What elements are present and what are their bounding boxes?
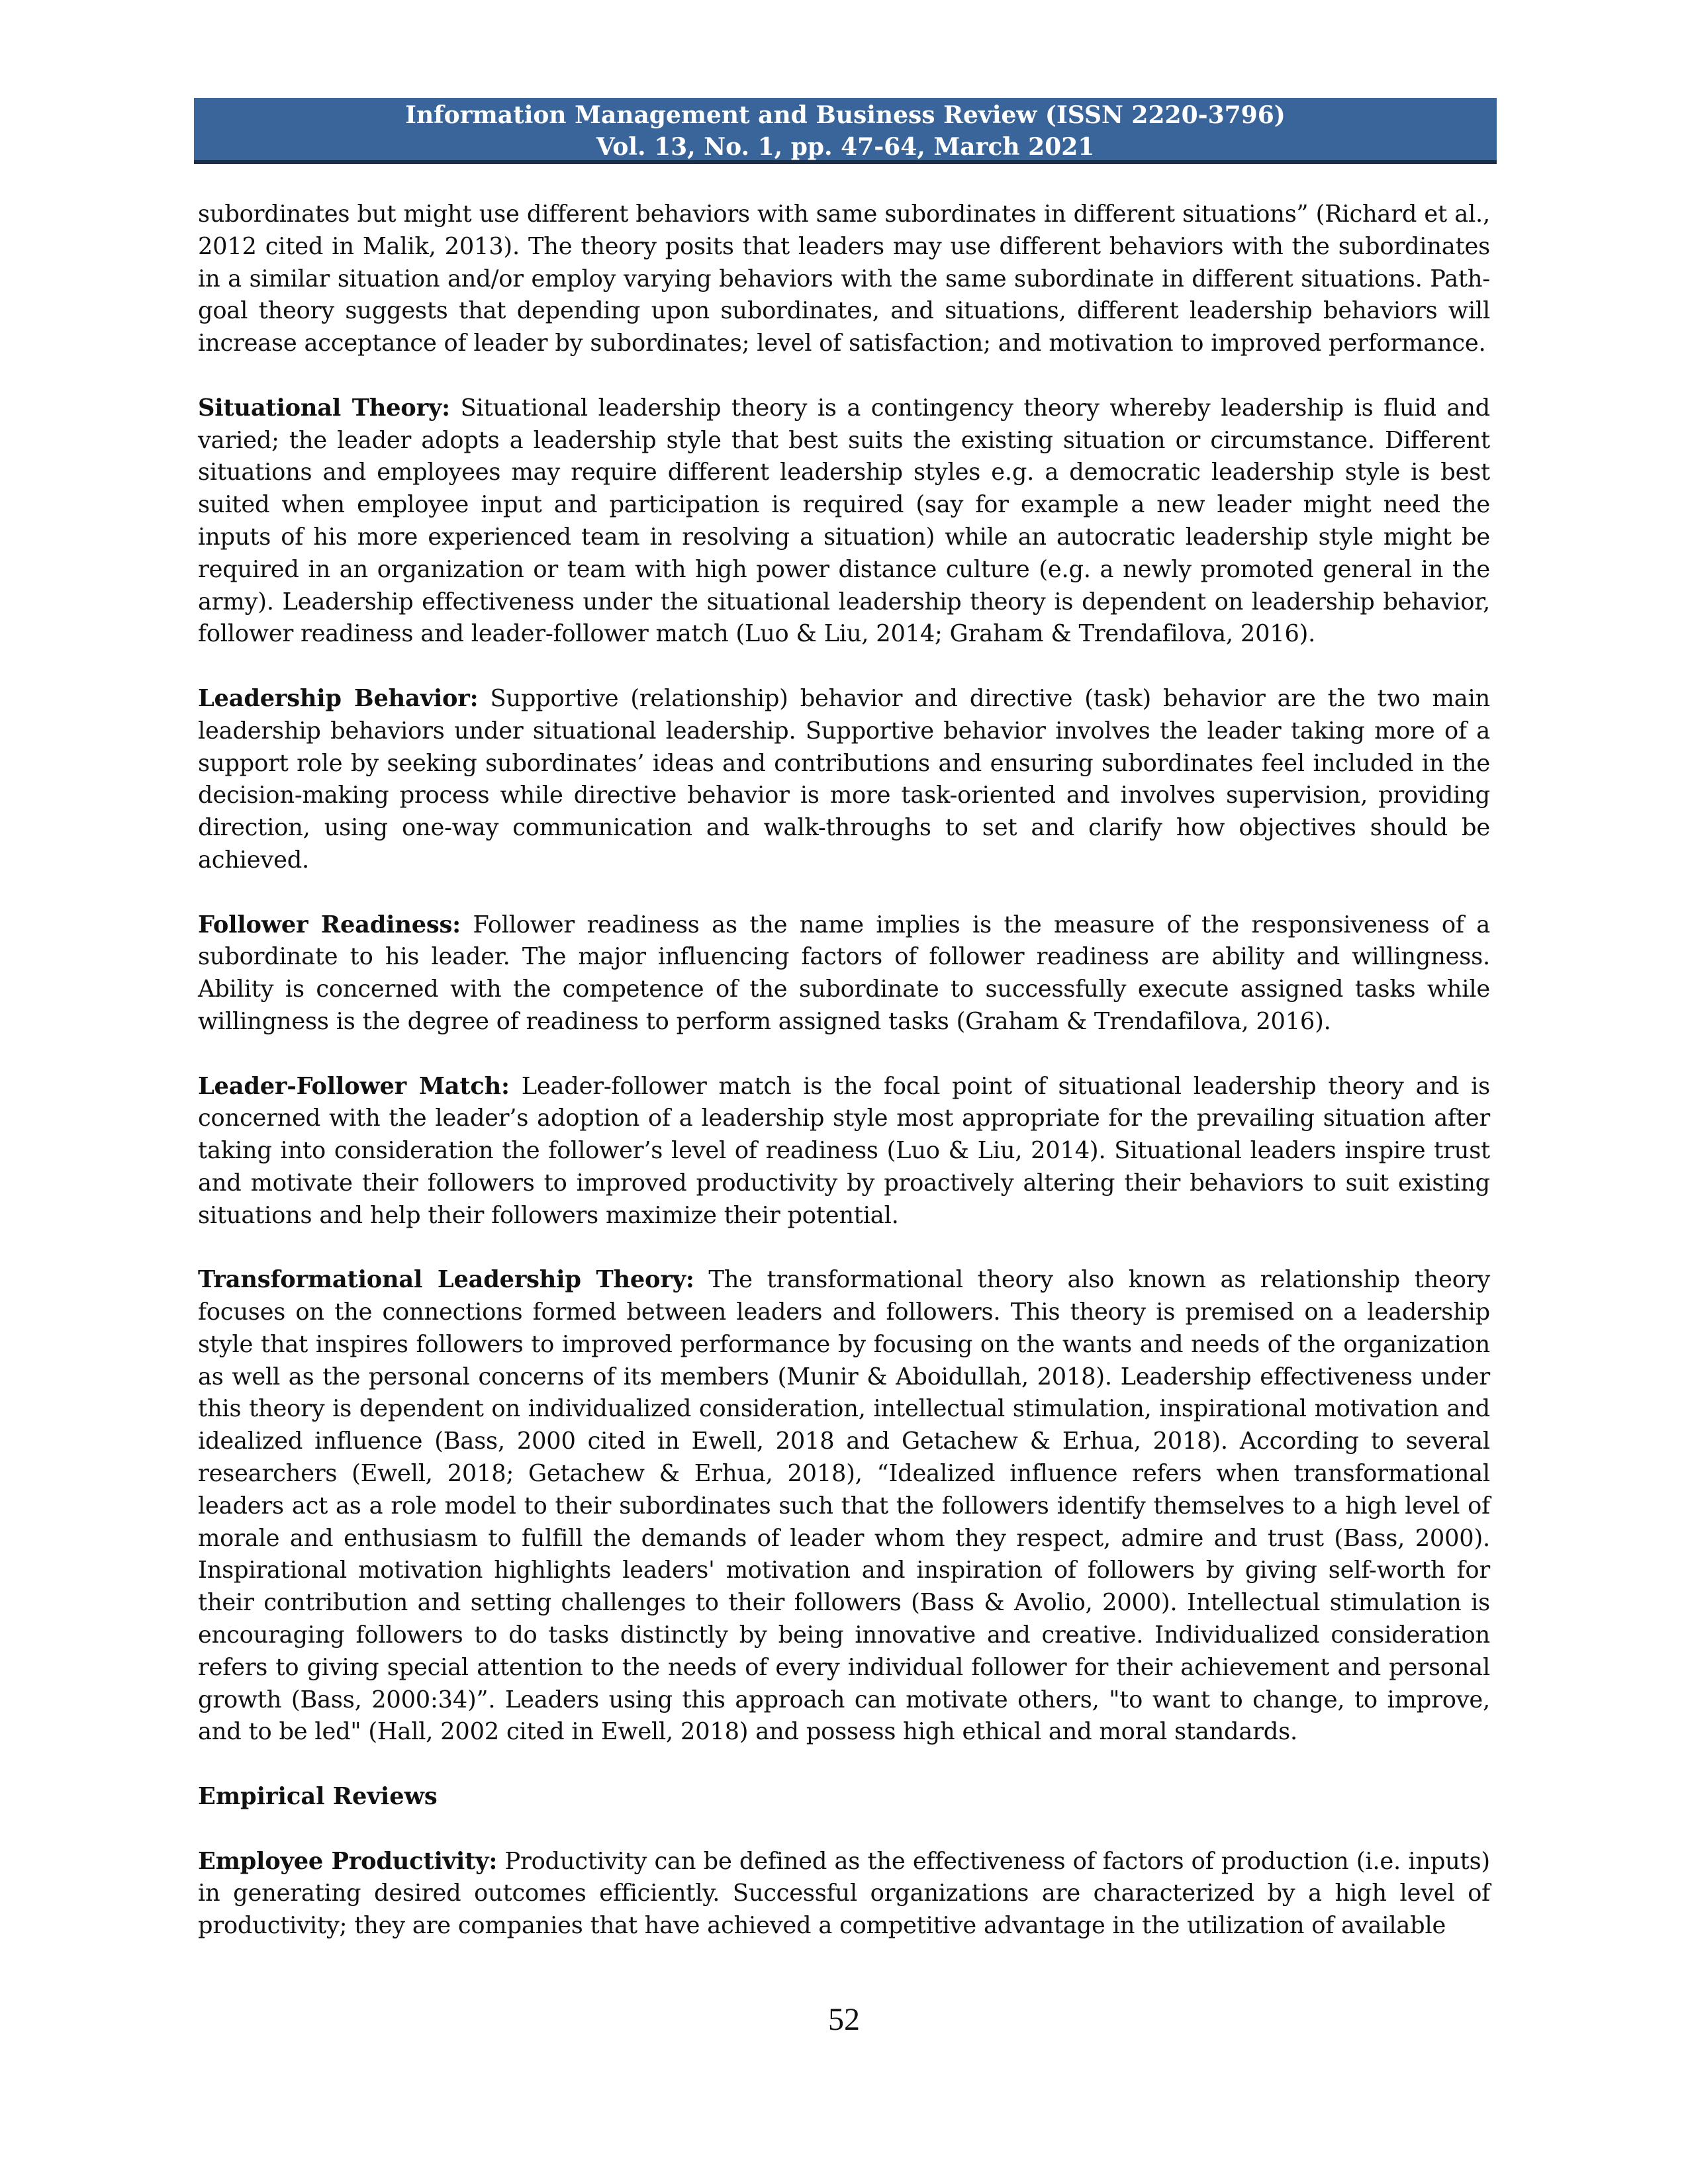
page-number: 52 — [828, 2002, 860, 2037]
paragraph-text: The transformational theory also known as relationship theory focuses on the connections formed between leaders and followers. This theory is premised on a leadership style that inspires followers to improved performance by focusing on the wants and needs of the organization as well as the personal concerns of its members (Munir & Aboidullah, 2018). Leadership effectiveness under this theory is dependent on individualized consideration, intellectual stimulation, inspirational motivation and idealized influence (Bass, 2000 cited in Ewell, 2018 and Getachew & Erhua, 2018). According to several researchers (Ewell, 2018; Getachew & Erhua, 2018), “Idealized influence refers when transformational leaders act as a role model to their subordinates such that the followers identify themselves to a high level of morale and enthusiasm to fulfill the demands of leader whom they respect, admire and trust (Bass, 2000). Inspirational motivation highlights leaders' motivation and inspiration of followers by giving self-worth for their contribution and setting challenges to their followers (Bass & Avolio, 2000). Intellectual stimulation is encouraging followers to do tasks distinctly by being innovative and creative. Individualized consideration refers to giving special attention to the needs of every individual follower for their achievement and personal growth (Bass, 2000:34)”. Leaders using this approach can motivate others, "to want to change, to improve, and to be led" (Hall, 2002 cited in Ewell, 2018) and possess high ethical and moral standards. — [198, 1266, 1491, 1746]
journal-volume-info: Vol. 13, No. 1, pp. 47-64, March 2021 — [596, 133, 1095, 161]
paragraph-text: subordinates but might use different behaviors with same subordinates in different situations” (Richard et al., 2012 cited in Malik, 2013). The theory posits that leaders may use different behaviors with the subordinates in a similar situation and/or employ varying behaviors with the same subordinate in different situations. Path-goal theory suggests that depending upon subordinates, and situations, different leadership behaviors will increase acceptance of leader by subordinates; level of satisfaction; and motivation to improved performance. — [198, 201, 1490, 357]
paragraph-text: Situational leadership theory is a contingency theory whereby leadership is fluid and varied; the leader adopts a leadership style that best suits the existing situation or circumstance. Different situations and employees may require different leadership styles e.g. a democratic leadership style is best suited when employee input and participation is required (say for example a new leader might need the inputs of his more experienced team in resolving a situation) while an autocratic leadership style might be required in an organization or team with high power distance culture (e.g. a newly promoted general in the army). Leadership effectiveness under the situational leadership theory is dependent on leadership behavior, follower readiness and leader-follower match (Luo & Liu, 2014; Graham & Trendafilova, 2016). — [198, 394, 1490, 648]
paragraph-text: Supportive (relationship) behavior and directive (task) behavior are the two main leadership behaviors under situational leadership. Supportive behavior involves the leader taking more of a support role by seeking subordinates’ ideas and contributions and ensuring subordinates feel included in the decision-making process while directive behavior is more task-oriented and involves supervision, providing direction, using one-way communication and walk-throughs to set and clarify how objectives should be achieved. — [198, 684, 1490, 874]
paragraph-employee-productivity — [198, 1846, 1490, 1942]
journal-header — [194, 98, 1497, 164]
paragraph-lead: Transformational Leadership Theory: — [198, 1266, 694, 1294]
paragraph-leadership-behavior — [198, 683, 1490, 877]
paragraph-text: Productivity can be defined as the effectiveness of factors of production (i.e. inputs) in generating desired outcomes efficiently. Successful organizations are characterized by a high level of productivity; they are companies that have achieved a competitive advantage in the utilization of available — [198, 1847, 1490, 1940]
paragraph-lead: Leader-Follower Match: — [198, 1072, 510, 1100]
section-heading-empirical-reviews: Empirical Reviews — [198, 1783, 438, 1811]
paragraph-text: Leader-follower match is the focal point of situational leadership theory and is concerned with the leader’s adoption of a leadership style most appropriate for the prevailing situation after taking into consideration the follower’s level of readiness (Luo & Liu, 2014). Situational leaders inspire trust and motivate their followers to improved productivity by proactively altering their behaviors to suit existing situations and help their followers maximize their potential. — [198, 1072, 1490, 1229]
paragraph-lead: Employee Productivity: — [198, 1847, 498, 1875]
paragraph-lead: Leadership Behavior: — [198, 684, 479, 712]
paragraph-lead: Situational Theory: — [198, 394, 450, 422]
paragraph-path-goal — [198, 199, 1490, 360]
paragraph-text: Follower readiness as the name implies is the measure of the responsiveness of a subordinate to his leader. The major influencing factors of follower readiness are ability and willingness. Ability is concerned with the competence of the subordinate to successfully execute assigned tasks while willingness is the degree of readiness to perform assigned tasks (Graham & Trendafilova, 2016). — [198, 911, 1490, 1035]
paragraph-leader-follower-match — [198, 1071, 1490, 1232]
journal-title: Information Management and Business Review (ISSN 2220-3796) — [405, 101, 1286, 129]
paragraph-follower-readiness — [198, 909, 1490, 1038]
paragraph-transformational-theory — [198, 1264, 1490, 1749]
paragraph-lead: Follower Readiness: — [198, 911, 461, 938]
paragraph-situational-theory — [198, 392, 1490, 651]
article-body — [198, 199, 1490, 1975]
